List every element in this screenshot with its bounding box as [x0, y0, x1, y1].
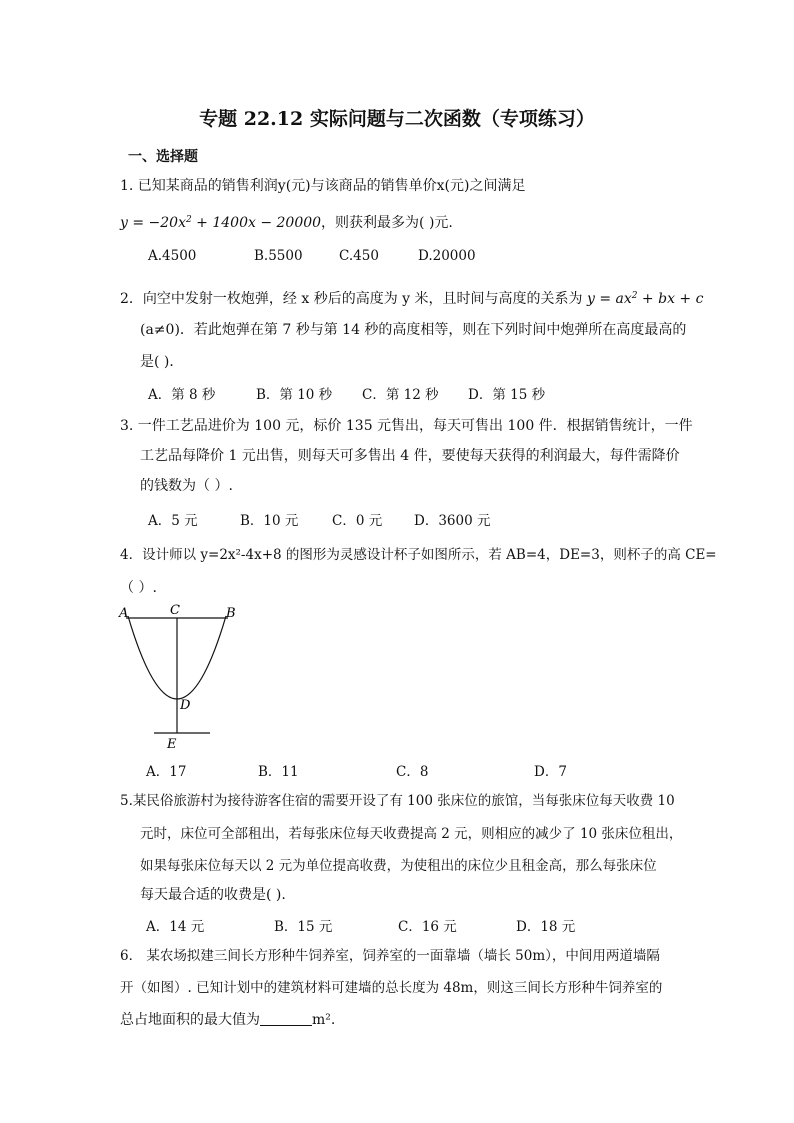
q3-option-a: A．5 元 [148, 513, 198, 529]
q3-option-b: B．10 元 [240, 513, 299, 529]
q4-option-a: A．17 [146, 764, 187, 780]
q2-formula: $y = ax^2$ + bx + c [582, 291, 704, 307]
q1-option-a: A.4500 [148, 248, 197, 264]
q2-option-b: B．第 10 秒 [256, 387, 333, 403]
point-label-b: B [226, 606, 236, 621]
q3-line3: 的钱数为（ ）. [140, 478, 233, 494]
q4-option-c: C．8 [396, 764, 429, 780]
answer-blank [260, 1011, 312, 1026]
q6-line3-suffix: m². [312, 1012, 336, 1028]
q3-line2: 工艺品每降价 1 元出售，则每天可多售出 4 件，要使每天获得的利润最大，每件需降价 [140, 448, 680, 464]
q5-line3: 如果每张床位每天以 2 元为单位提高收费，为使租出的床位少且租金高，那么每张床位 [140, 858, 657, 874]
q1-option-b: B.5500 [254, 248, 303, 264]
q3-line1: 3. 一件工艺品进价为 100 元，标价 135 元售出，每天可售出 100 件．根据销售统计，一件 [120, 418, 693, 434]
q3-option-d: D．3600 元 [414, 513, 491, 529]
q2-option-a: A．第 8 秒 [148, 387, 216, 403]
q2-line1 [120, 286, 703, 309]
q5-line4: 每天最合适的收费是( ). [140, 887, 286, 903]
page-title: 专题 22.12 实际问题与二次函数（专项练习） [199, 108, 595, 130]
point-label-a: A [119, 606, 129, 621]
q2-line2: (a≠0)．若此炮弹在第 7 秒与第 14 秒的高度相等，则在下列时间中炮弹所在高度最高的 [140, 322, 687, 338]
q1-line1: 1. 已知某商品的销售利润y(元)与该商品的销售单价x(元)之间满足 [120, 178, 526, 194]
q1-formula: $y = -20x^2 + 1400x - 20000$ [120, 215, 322, 231]
q5-line2: 元时，床位可全部租出，若每张床位每天收费提高 2 元，则相应的减少了 10 张床位租出， [140, 826, 683, 842]
q6-line3-prefix: 总占地面积的最大值为 [120, 1012, 260, 1028]
q6-line1: 6． 某农场拟建三间长方形种牛饲养室，饲养室的一面靠墙（墙长 50m），中间用两道墙隔 [120, 948, 660, 964]
q2-option-d: D．第 15 秒 [468, 387, 546, 403]
q5-option-b: B．15 元 [274, 919, 333, 935]
q2-line1-text: 2．向空中发射一枚炮弹，经 x 秒后的高度为 y 米，且时间与高度的关系为 [120, 291, 583, 307]
q5-option-d: D．18 元 [516, 919, 576, 935]
q5-option-a: A．14 元 [146, 919, 205, 935]
point-label-d: D [180, 698, 191, 713]
point-label-e: E [167, 737, 177, 752]
cup-diagram [118, 602, 248, 752]
section-heading: 一、选择题 [128, 149, 198, 165]
q2-line3: 是( )． [140, 354, 184, 370]
q4-line2: （ ）. [120, 580, 157, 596]
q1-option-d: D.20000 [418, 248, 476, 264]
q6-line3 [120, 1010, 335, 1030]
q5-option-c: C．16 元 [398, 919, 457, 935]
q1-option-c: C.450 [339, 248, 379, 264]
q2-option-c: C．第 12 秒 [362, 387, 439, 403]
q4-option-d: D．7 [534, 764, 567, 780]
point-label-c: C [170, 603, 180, 618]
q1-line2 [120, 210, 453, 233]
q4-option-b: B．11 [258, 764, 299, 780]
q3-option-c: C．0 元 [332, 513, 383, 529]
q1-line2-suffix: ，则获利最多为( )元. [321, 215, 453, 231]
q5-line1: 5.某民俗旅游村为接待游客住宿的需要开设了有 100 张床位的旅馆，当每张床位每天收费 10 [120, 793, 675, 809]
q4-line1: 4．设计师以 y=2x²-4x+8 的图形为灵感设计杯子如图所示，若 AB=4，DE=3，则杯子的高 CE= [120, 547, 717, 563]
q6-line2: 开（如图）. 已知计划中的建筑材料可建墙的总长度为 48m，则这三间长方形种牛饲养室的 [120, 980, 663, 996]
